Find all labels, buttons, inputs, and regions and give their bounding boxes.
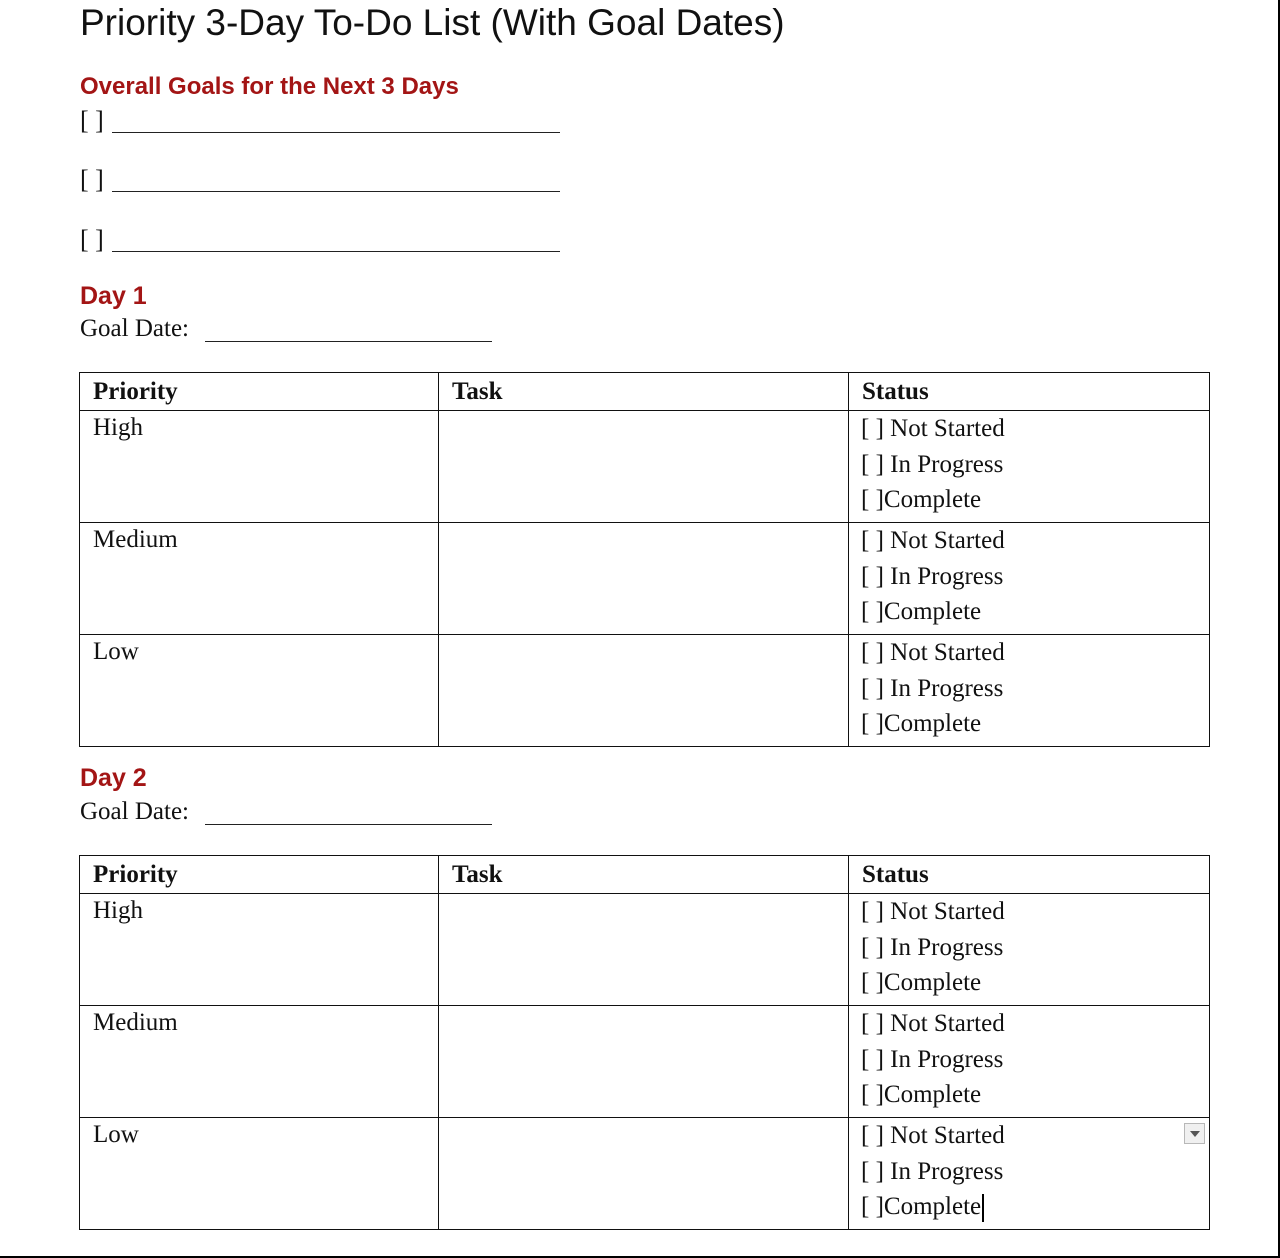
table-row [80, 1118, 1210, 1230]
goal-item-2[interactable] [80, 165, 104, 195]
table-header-row [80, 856, 1210, 894]
task-cell[interactable] [439, 411, 849, 523]
priority-cell: High [80, 894, 439, 1006]
status-cell[interactable] [849, 1118, 1210, 1230]
task-cell[interactable] [439, 894, 849, 1006]
goal-date-label: Goal Date: [80, 315, 189, 342]
status-not-started[interactable]: [ ] Not Started [861, 527, 1005, 554]
goal-blank-line[interactable] [112, 191, 560, 192]
status-complete[interactable]: [ ]Complete [861, 1081, 982, 1108]
goal-blank-line[interactable] [112, 132, 560, 133]
overall-goals-heading: Overall Goals for the Next 3 Days [80, 73, 459, 100]
task-cell[interactable] [439, 1118, 849, 1230]
column-header-status: Status [849, 856, 1210, 894]
goal-date-blank[interactable] [205, 341, 492, 342]
document-title: Priority 3-Day To-Do List (With Goal Dates) [80, 2, 785, 43]
status-cell[interactable] [849, 523, 1210, 635]
priority-cell: Low [80, 635, 439, 747]
status-in-progress[interactable]: [ ] In Progress [861, 562, 1004, 590]
table-row [80, 894, 1210, 1006]
table-row [80, 411, 1210, 523]
column-header-status: Status [849, 373, 1210, 411]
status-complete[interactable]: [ ]Complete [861, 486, 982, 513]
column-header-priority: Priority [80, 373, 439, 411]
status-cell[interactable] [849, 635, 1210, 747]
priority-cell: High [80, 411, 439, 523]
day-2-heading: Day 2 [80, 764, 147, 792]
status-complete[interactable]: [ ]Complete [861, 1193, 982, 1220]
status-not-started[interactable]: [ ] Not Started [861, 639, 1005, 666]
status-cell[interactable] [849, 411, 1210, 523]
table-header-row [80, 373, 1210, 411]
status-complete[interactable]: [ ]Complete [861, 969, 982, 996]
column-header-task: Task [439, 856, 849, 894]
status-complete-wrapper[interactable] [861, 1189, 1209, 1225]
task-cell[interactable] [439, 635, 849, 747]
goal-item-3[interactable] [80, 225, 104, 255]
status-in-progress[interactable]: [ ] In Progress [861, 450, 1004, 478]
status-cell[interactable] [849, 1006, 1210, 1118]
goal-item-1[interactable] [80, 106, 104, 136]
status-not-started[interactable]: [ ] Not Started [861, 1010, 1005, 1037]
column-header-priority: Priority [80, 856, 439, 894]
day-2-goal-date [80, 797, 189, 827]
table-row [80, 523, 1210, 635]
column-header-task: Task [439, 373, 849, 411]
goal-checkbox[interactable]: [ ] [80, 165, 104, 194]
goal-date-blank[interactable] [205, 824, 492, 825]
task-cell[interactable] [439, 1006, 849, 1118]
goal-checkbox[interactable]: [ ] [80, 225, 104, 254]
status-in-progress[interactable]: [ ] In Progress [861, 1045, 1004, 1073]
text-cursor-icon [982, 1194, 984, 1222]
table-row [80, 1006, 1210, 1118]
status-in-progress[interactable]: [ ] In Progress [861, 674, 1004, 702]
goal-checkbox[interactable]: [ ] [80, 106, 104, 135]
chevron-down-icon[interactable] [1184, 1123, 1205, 1144]
table-row [80, 635, 1210, 747]
day-1-heading: Day 1 [80, 282, 147, 310]
status-complete[interactable]: [ ]Complete [861, 710, 982, 737]
status-cell[interactable] [849, 894, 1210, 1006]
day-1-goal-date [80, 314, 189, 344]
status-complete[interactable]: [ ]Complete [861, 598, 982, 625]
day-2-table [79, 855, 1210, 1230]
day-1-table [79, 372, 1210, 747]
goal-date-label: Goal Date: [80, 798, 189, 825]
priority-cell: Low [80, 1118, 439, 1230]
task-cell[interactable] [439, 523, 849, 635]
priority-cell: Medium [80, 1006, 439, 1118]
status-in-progress[interactable]: [ ] In Progress [861, 933, 1004, 961]
status-not-started[interactable]: [ ] Not Started [861, 1122, 1005, 1149]
status-not-started[interactable]: [ ] Not Started [861, 415, 1005, 442]
status-in-progress[interactable]: [ ] In Progress [861, 1157, 1004, 1185]
priority-cell: Medium [80, 523, 439, 635]
goal-blank-line[interactable] [112, 251, 560, 252]
status-not-started[interactable]: [ ] Not Started [861, 898, 1005, 925]
